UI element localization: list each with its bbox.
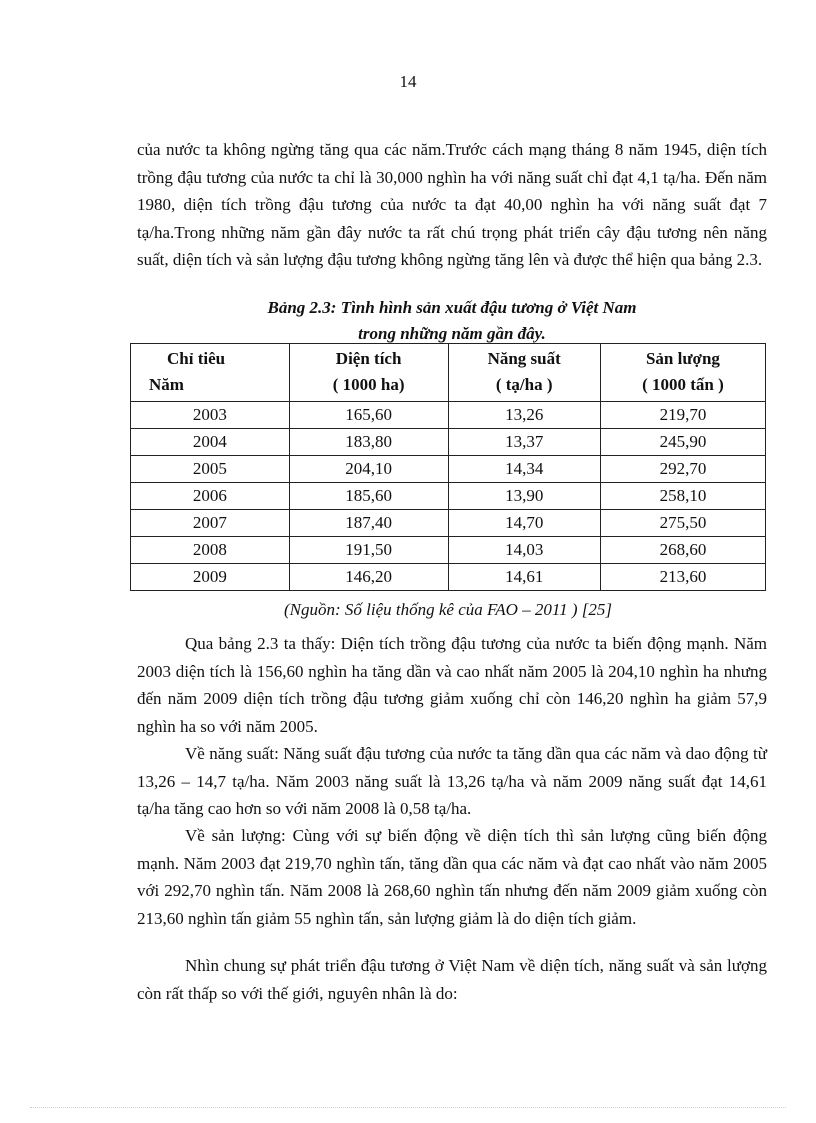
header-yield-label: Năng suất (487, 349, 561, 368)
table-row (131, 429, 766, 456)
table-row (131, 564, 766, 591)
table-row (131, 483, 766, 510)
conclusion-paragraph: Nhìn chung sự phát triển đậu tương ở Việt Nam về diện tích, năng suất và sản lượng còn rất thấp so với thế giới, nguyên nhân là do: (137, 956, 767, 1003)
cell-output: 219,70 (600, 402, 765, 429)
cell-year: 2008 (131, 537, 290, 564)
header-yield (448, 344, 600, 402)
cell-output: 213,60 (600, 564, 765, 591)
output-analysis-paragraph: Về sản lượng: Cùng với sự biến động về diện tích thì sản lượng cũng biến động mạnh. Năm 2003 đạt 219,70 nghìn tấn, tăng dần qua các năm và đạt cao nhất vào năm 2005 với 292,70 nghìn tấn. Năm 2008 là 268,60 nghìn tấn nhưng đến năm 2009 giảm xuống còn 213,60 nghìn tấn giảm 55 nghìn tấn, sản lượng giảm là do diện tích giảm. (137, 826, 767, 928)
table-row (131, 402, 766, 429)
yield-analysis-paragraph: Về năng suất: Năng suất đậu tương của nước ta tăng dần qua các năm và dao động từ 13,26 – 14,7 tạ/ha. Năm 2003 năng suất là 13,26 tạ/ha và năm 2009 năng suất đạt 14,61 tạ/ha tăng cao hơn so với năm 2008 là 0,58 tạ/ha. (137, 744, 767, 819)
header-yield-unit: ( tạ/ha ) (495, 375, 553, 394)
cell-yield: 13,37 (448, 429, 600, 456)
header-indicator-year (131, 344, 290, 402)
cell-output: 268,60 (600, 537, 765, 564)
cell-year: 2005 (131, 456, 290, 483)
soybean-production-table (130, 343, 766, 591)
table-caption-line-1: Bảng 2.3: Tình hình sản xuất đậu tương ở Việt Nam (267, 298, 637, 317)
cell-output: 275,50 (600, 510, 765, 537)
cell-yield: 13,26 (448, 402, 600, 429)
header-output (600, 344, 765, 402)
cell-yield: 14,70 (448, 510, 600, 537)
cell-yield: 14,61 (448, 564, 600, 591)
header-output-label: Sản lượng (645, 349, 720, 368)
cell-yield: 14,03 (448, 537, 600, 564)
header-indicator: Chỉ tiêu (167, 349, 226, 368)
header-area-label: Diện tích (335, 349, 402, 368)
table-caption-line-2: trong những năm gần đây. (358, 324, 546, 343)
cell-output: 258,10 (600, 483, 765, 510)
table-row (131, 510, 766, 537)
area-analysis-paragraph: Qua bảng 2.3 ta thấy: Diện tích trồng đậu tương của nước ta biến động mạnh. Năm 2003 diện tích là 156,60 nghìn ha tăng dần và cao nhất năm 2005 là 204,10 nghìn ha nhưng đến năm 2009 diện tích trồng đậu tương giảm xuống chỉ còn 146,20 nghìn ha giảm 57,9 nghìn ha so với năm 2005. (137, 634, 767, 736)
header-output-unit: ( 1000 tấn ) (642, 375, 724, 394)
header-area (289, 344, 448, 402)
cell-area: 191,50 (289, 537, 448, 564)
cell-year: 2004 (131, 429, 290, 456)
page-number: 14 (399, 72, 417, 91)
cell-year: 2006 (131, 483, 290, 510)
cell-area: 183,80 (289, 429, 448, 456)
cell-output: 245,90 (600, 429, 765, 456)
table-header-row (131, 344, 766, 402)
table-row (131, 537, 766, 564)
cell-area: 185,60 (289, 483, 448, 510)
cell-area: 146,20 (289, 564, 448, 591)
cell-yield: 14,34 (448, 456, 600, 483)
intro-paragraph: của nước ta không ngừng tăng qua các năm.Trước cách mạng tháng 8 năm 1945, diện tích trồng đậu tương của nước ta chỉ là 30,000 nghìn ha với năng suất chỉ đạt 4,1 tạ/ha. Đến năm 1980, diện tích trồng đậu tương của nước ta đạt 40,00 nghìn ha với năng suất đạt 7 tạ/ha.Trong những năm gần đây nước ta rất chú trọng phát triển cây đậu tương nên năng suất, diện tích và sản lượng đậu tương không ngừng tăng lên và được thể hiện qua bảng 2.3. (137, 140, 767, 270)
page-bottom-divider (30, 1107, 786, 1108)
cell-year: 2007 (131, 510, 290, 537)
cell-yield: 13,90 (448, 483, 600, 510)
cell-area: 165,60 (289, 402, 448, 429)
table-source: (Nguồn: Số liệu thống kê của FAO – 2011 ) [25] (284, 600, 612, 619)
cell-year: 2009 (131, 564, 290, 591)
cell-output: 292,70 (600, 456, 765, 483)
cell-area: 187,40 (289, 510, 448, 537)
cell-year: 2003 (131, 402, 290, 429)
header-area-unit: ( 1000 ha) (332, 375, 405, 394)
cell-area: 204,10 (289, 456, 448, 483)
header-year: Năm (149, 375, 184, 394)
table-row (131, 456, 766, 483)
